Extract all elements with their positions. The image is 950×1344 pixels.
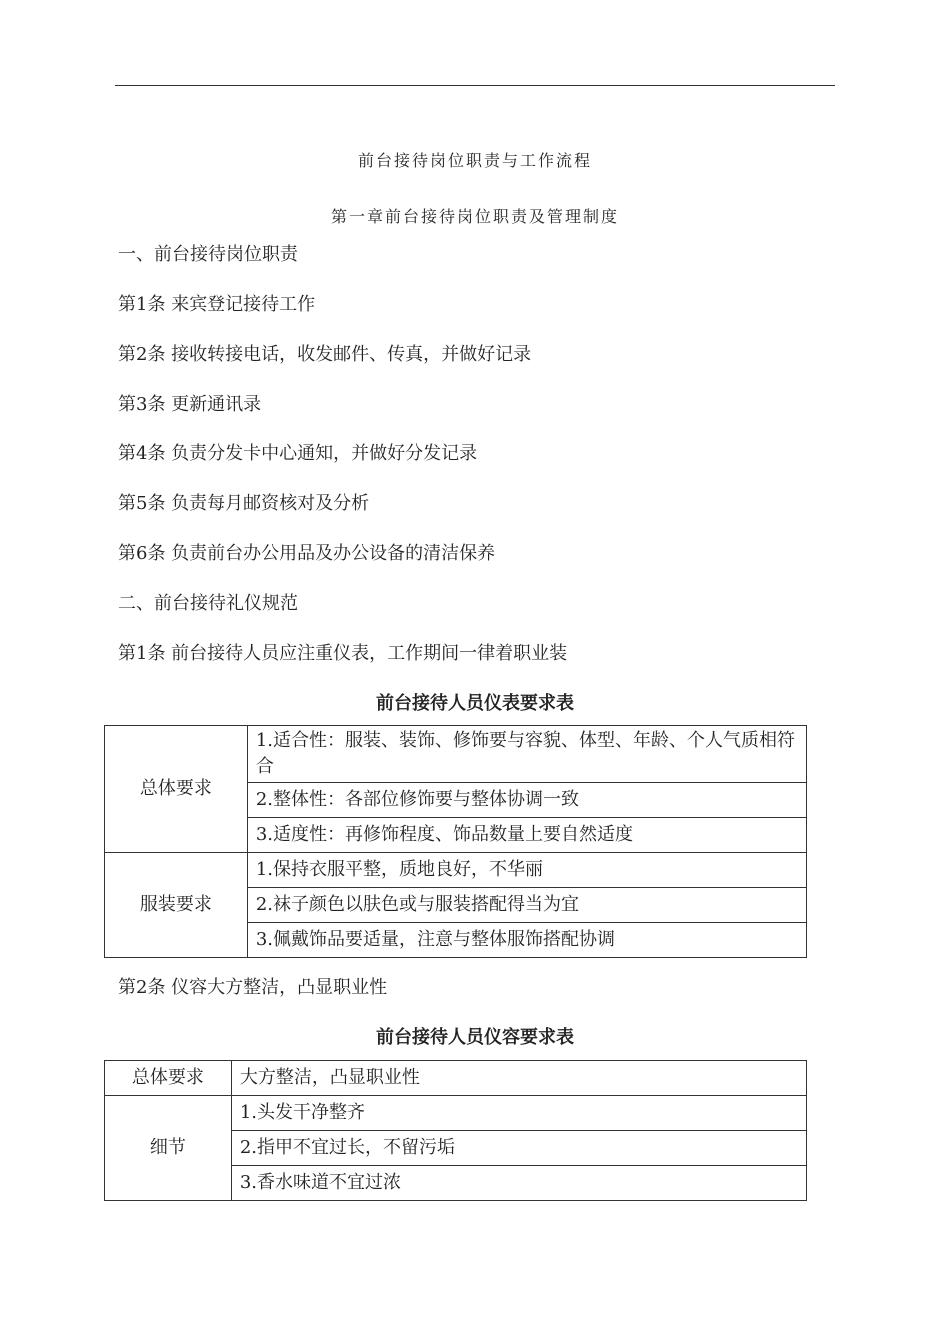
appearance-table: [104, 725, 807, 958]
group-label-overall: 总体要求: [105, 726, 248, 853]
table-cell: 3.佩戴饰品要适量，注意与整体服饰搭配协调: [247, 923, 806, 958]
table-row: [105, 1061, 807, 1096]
table-row: [105, 1096, 807, 1131]
table-cell: 2.袜子颜色以肤色或与服装搭配得当为宜: [247, 888, 806, 923]
chapter-title: 第一章前台接待岗位职责及管理制度: [330, 207, 619, 226]
table-cell: 3.香水味道不宜过浓: [231, 1166, 806, 1201]
group-label-clothing: 服装要求: [105, 853, 248, 958]
table2-caption: 前台接待人员仪容要求表: [376, 1027, 574, 1048]
table-cell: 3.适度性：再修饰程度、饰品数量上要自然适度: [247, 818, 806, 853]
table-cell: 1.头发干净整齐: [231, 1096, 806, 1131]
table1-caption: 前台接待人员仪表要求表: [376, 693, 574, 714]
table-cell: 1.保持衣服平整，质地良好，不华丽: [247, 853, 806, 888]
section2-heading: 二、前台接待礼仪规范: [118, 593, 298, 614]
overall-label: 总体要求: [105, 1061, 232, 1096]
header-rule: [115, 85, 835, 86]
section1-item-4: 第4条 负责分发卡中心通知，并做好分发记录: [118, 443, 478, 464]
section2-item-2: 第2条 仪容大方整洁，凸显职业性: [118, 977, 388, 998]
table-cell: 1.适合性：服装、装饰、修饰要与容貌、体型、年龄、个人气质相符合: [247, 726, 806, 783]
grooming-table: [104, 1060, 807, 1201]
document-title: 前台接待岗位职责与工作流程: [357, 151, 592, 170]
section2-item-1: 第1条 前台接待人员应注重仪表，工作期间一律着职业装: [118, 643, 568, 664]
section1-item-5: 第5条 负责每月邮资核对及分析: [118, 493, 370, 514]
section1-item-3: 第3条 更新通讯录: [118, 394, 262, 415]
table-cell: 2.指甲不宜过长，不留污垢: [231, 1131, 806, 1166]
detail-label: 细节: [105, 1096, 232, 1201]
section1-item-2: 第2条 接收转接电话，收发邮件、传真，并做好记录: [118, 344, 532, 365]
section1-item-1: 第1条 来宾登记接待工作: [118, 294, 316, 315]
table-row: [105, 726, 807, 783]
table-cell: 大方整洁，凸显职业性: [231, 1061, 806, 1096]
table-row: [105, 853, 807, 888]
table-cell: 2.整体性：各部位修饰要与整体协调一致: [247, 783, 806, 818]
section1-item-6: 第6条 负责前台办公用品及办公设备的清洁保养: [118, 543, 496, 564]
section1-heading: 一、前台接待岗位职责: [118, 244, 298, 265]
